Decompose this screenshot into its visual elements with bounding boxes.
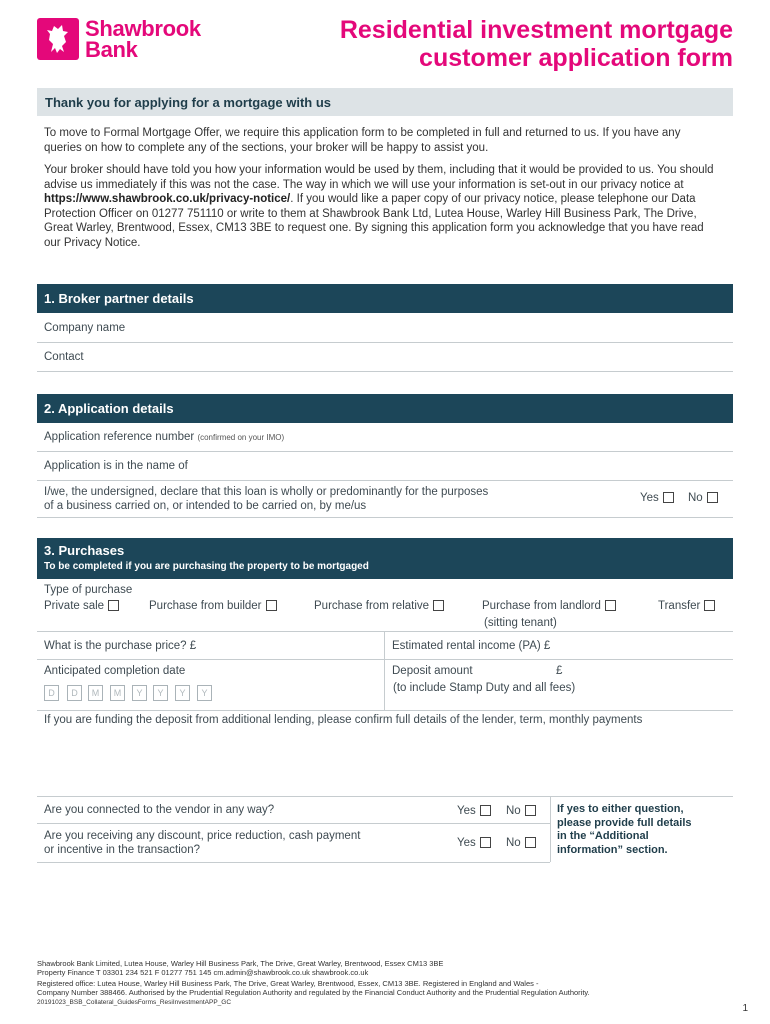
footer-line3: Registered office: Lutea House, Warley Hill Business Park, The Drive, Great Warley, Brentwood, Essex, CM13 3BE. Registered in England and Wales - xyxy=(37,979,539,988)
declaration-no-option[interactable] xyxy=(688,492,718,504)
intro-paragraph-2 xyxy=(44,163,714,250)
purchase-type-private-sale[interactable] xyxy=(44,600,119,612)
divider xyxy=(37,659,733,660)
page-header xyxy=(0,0,770,82)
intro-paragraph-1: To move to Formal Mortgage Offer, we require this application form to be completed in full and returned to us. If you have any queries on how to complete any of the sections, your broker will be happy to assist you. xyxy=(44,127,681,154)
section1-heading: 1. Broker partner details xyxy=(37,284,733,313)
vendor-yes-option[interactable] xyxy=(457,805,491,817)
builder-label: Purchase from builder xyxy=(149,600,262,612)
footer-line2: Property Finance T 03301 234 521 F 01277 751 145 cm.admin@shawbrook.co.uk shawbrook.co.uk xyxy=(37,968,369,977)
divider xyxy=(37,823,550,824)
column-divider xyxy=(384,631,385,711)
section2-heading: 2. Application details xyxy=(37,394,733,423)
vendor-yes-checkbox[interactable] xyxy=(480,805,491,816)
discount-no-option[interactable] xyxy=(506,837,536,849)
date-year-box-1[interactable]: Y xyxy=(132,685,147,701)
purchase-type-relative[interactable] xyxy=(314,600,444,612)
discount-no-label: No xyxy=(506,837,521,849)
intro-heading: Thank you for applying for a mortgage with us xyxy=(37,88,733,116)
purchase-price-field[interactable]: What is the purchase price? £ xyxy=(44,640,197,652)
rental-income-field[interactable]: Estimated rental income (PA) £ xyxy=(392,640,551,652)
date-day-box-2[interactable]: D xyxy=(67,685,82,701)
declaration-line1: I/we, the undersigned, declare that this loan is wholly or predominantly for the purposes xyxy=(44,486,489,498)
note-line4: information” section. xyxy=(557,843,668,856)
transfer-checkbox[interactable] xyxy=(704,600,715,611)
discount-yes-option[interactable] xyxy=(457,837,491,849)
vendor-no-label: No xyxy=(506,805,521,817)
application-name-field[interactable] xyxy=(37,452,733,481)
logo-line1: Shawbrook xyxy=(85,16,201,41)
application-reference-field[interactable] xyxy=(37,423,733,452)
deposit-note: (to include Stamp Duty and all fees) xyxy=(393,682,576,694)
discount-line1: Are you receiving any discount, price reduction, cash payment xyxy=(44,830,361,842)
company-name-field[interactable] xyxy=(37,313,733,343)
landlord-checkbox[interactable] xyxy=(605,600,616,611)
page-title xyxy=(340,16,733,72)
title-line2: customer application form xyxy=(419,44,733,72)
date-month-box-1[interactable]: M xyxy=(88,685,103,701)
para2-before: Your broker should have told you how your information would be used by them, including that it would be provided to us. You should advise us immediately if this was not the case. The way in which we will use your information is set-out in our privacy notice at xyxy=(44,164,714,191)
declaration-no-label: No xyxy=(688,492,703,504)
column-divider xyxy=(550,796,551,862)
vendor-yes-label: Yes xyxy=(457,805,476,817)
landlord-label: Purchase from landlord xyxy=(482,600,601,612)
date-year-box-2[interactable]: Y xyxy=(153,685,168,701)
shawbrook-logo xyxy=(37,18,201,60)
footer-line4: Company Number 388466. Authorised by the Prudential Regulation Authority and regulated by the Financial Conduct Authority and the Prudential Regulation Authority. xyxy=(37,988,590,997)
discount-yes-checkbox[interactable] xyxy=(480,837,491,848)
transfer-label: Transfer xyxy=(658,600,701,612)
contact-field[interactable] xyxy=(37,343,733,372)
divider xyxy=(37,862,550,863)
section3-heading: 3. Purchases xyxy=(44,543,125,558)
reference-label: Application reference number xyxy=(44,431,195,443)
date-day-box-1[interactable]: D xyxy=(44,685,59,701)
note-line2: please provide full details xyxy=(557,816,692,829)
title-line1: Residential investment mortgage xyxy=(339,16,733,44)
discount-yes-label: Yes xyxy=(457,837,476,849)
private-sale-label: Private sale xyxy=(44,600,105,612)
declaration-line2: of a business carried on, or intended to be carried on, by me/us xyxy=(44,500,367,512)
divider xyxy=(37,796,733,797)
declaration-yes-option[interactable] xyxy=(640,492,674,504)
vendor-connection-label: Are you connected to the vendor in any way? xyxy=(44,804,275,816)
contact-label: Contact xyxy=(44,351,84,363)
discount-no-checkbox[interactable] xyxy=(525,837,536,848)
builder-checkbox[interactable] xyxy=(266,600,277,611)
section3-header xyxy=(37,538,733,579)
deposit-currency: £ xyxy=(556,665,563,677)
para2-after: . If you would like a paper copy of our privacy notice, please telephone our Data Protection Officer on 01277 751110 or write to them at Shawbrook Bank Ltd, Lutea House, Warley Hill Business Park, The Drive, Great Warley, Brentwood, Essex, CM13 3BE to request one. By signing this application form you acknowledge that you have read our Privacy Notice. xyxy=(44,193,704,249)
deposit-funding-field[interactable]: If you are funding the deposit from additional lending, please confirm full details of the lender, term, monthly payments xyxy=(44,714,643,726)
purchase-type-label: Type of purchase xyxy=(44,584,133,596)
relative-label: Purchase from relative xyxy=(314,600,430,612)
private-sale-checkbox[interactable] xyxy=(108,600,119,611)
section3-subheading: To be completed if you are purchasing the property to be mortgaged xyxy=(44,561,369,572)
logo-line2: Bank xyxy=(85,37,138,62)
completion-date-label: Anticipated completion date xyxy=(44,665,186,677)
declaration-no-checkbox[interactable] xyxy=(707,492,718,503)
purchase-type-builder[interactable] xyxy=(149,600,277,612)
footer-line1: Shawbrook Bank Limited, Lutea House, Warley Hill Business Park, The Drive, Great Warley, Brentwood, Essex CM13 3BE xyxy=(37,959,444,968)
footer-legal xyxy=(37,979,737,997)
lion-rampant-icon xyxy=(37,18,79,60)
additional-info-note xyxy=(557,803,692,857)
divider xyxy=(37,631,733,632)
declaration-yes-checkbox[interactable] xyxy=(663,492,674,503)
vendor-no-checkbox[interactable] xyxy=(525,805,536,816)
divider xyxy=(37,710,733,711)
declaration-row xyxy=(37,481,733,518)
deposit-amount-field[interactable]: Deposit amount xyxy=(392,665,473,677)
discount-question xyxy=(44,829,360,857)
date-year-box-3[interactable]: Y xyxy=(175,685,190,701)
sitting-tenant-note: (sitting tenant) xyxy=(484,617,557,629)
purchase-type-transfer[interactable] xyxy=(658,600,715,612)
discount-line2: or incentive in the transaction? xyxy=(44,844,200,856)
note-line1: If yes to either question, xyxy=(557,803,684,815)
footer-address xyxy=(37,959,737,977)
declaration-yes-label: Yes xyxy=(640,492,659,504)
reference-note: (confirmed on your IMO) xyxy=(197,432,285,442)
date-year-box-4[interactable]: Y xyxy=(197,685,212,701)
vendor-no-option[interactable] xyxy=(506,805,536,817)
purchase-type-landlord[interactable] xyxy=(482,600,616,612)
date-month-box-2[interactable]: M xyxy=(110,685,125,701)
privacy-notice-link[interactable]: https://www.shawbrook.co.uk/privacy-notice/ xyxy=(44,193,291,205)
application-name-label: Application is in the name of xyxy=(44,460,188,472)
note-line3: in the “Additional xyxy=(557,830,649,842)
footer-code: 20191023_BSB_Collateral_GuidesForms_ResiInvestmentAPP_GC xyxy=(37,999,232,1006)
company-name-label: Company name xyxy=(44,321,126,334)
page-number: 1 xyxy=(742,1003,748,1014)
relative-checkbox[interactable] xyxy=(433,600,444,611)
